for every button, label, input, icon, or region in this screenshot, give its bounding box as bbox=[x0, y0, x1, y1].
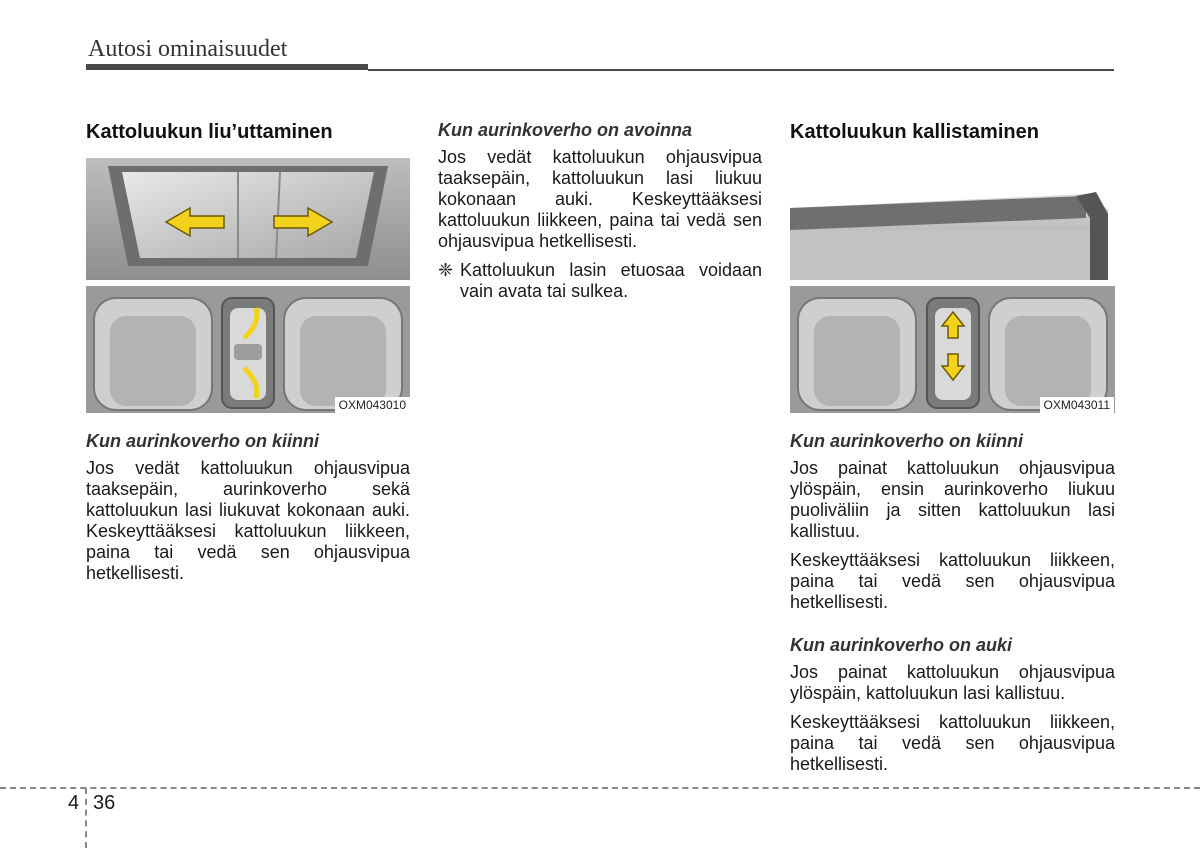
figure-tilting-sunroof bbox=[790, 158, 1114, 413]
section-number: 4 bbox=[68, 792, 80, 814]
sunroof-slide-illustration bbox=[86, 158, 410, 413]
page-number: 36 bbox=[93, 792, 116, 814]
figure-code: OXM043010 bbox=[335, 397, 410, 413]
footer-divider bbox=[85, 788, 87, 848]
body-paragraph: Keskeyttääksesi kattoluukun liikkeen, paina tai vedä sen ohjausvipua hetkellisesti. bbox=[790, 550, 1115, 612]
subheading-shade-open: Kun aurinkoverho on avoinna bbox=[438, 120, 693, 140]
footer-rule bbox=[0, 787, 1200, 789]
subheading-shade-closed: Kun aurinkoverho on kiinni bbox=[86, 431, 320, 451]
figure-code: OXM043011 bbox=[1040, 397, 1115, 413]
note-text: Kattoluukun lasin etuosaa voidaan vain avata tai sulkea. bbox=[460, 260, 762, 301]
body-paragraph: Keskeyttääksesi kattoluukun liikkeen, paina tai vedä sen ohjausvipua hetkellisesti. bbox=[790, 712, 1115, 774]
header-rule-thick bbox=[86, 64, 368, 70]
body-paragraph: Jos painat kattoluukun ohjausvipua ylöspäin, kattoluukun lasi kallistuu. bbox=[790, 662, 1115, 703]
subheading-shade-closed: Kun aurinkoverho on kiinni bbox=[790, 431, 1024, 451]
header-rule-thin bbox=[368, 69, 1114, 71]
body-paragraph: Jos vedät kattoluukun ohjausvipua taaksepäin, aurinkoverho sekä kattoluukun lasi liukuvat kokonaan auki. Keskeyttääksesi kattoluukun liikkeen, paina tai vedä sen ohjausvipua hetkellisesti. bbox=[86, 458, 410, 583]
sunroof-tilt-illustration bbox=[790, 158, 1115, 413]
column-left bbox=[86, 116, 410, 592]
body-paragraph: Jos painat kattoluukun ohjausvipua ylöspäin, ensin aurinkoverho liukuu puoliväliin ja sitten kattoluukun lasi kallistuu. bbox=[790, 458, 1115, 541]
column-right bbox=[790, 116, 1115, 783]
note bbox=[438, 260, 762, 302]
subheading-shade-open: Kun aurinkoverho on auki bbox=[790, 635, 1013, 655]
section-heading-sliding: Kattoluukun liu’uttaminen bbox=[86, 121, 333, 143]
note-symbol-icon: ❈ bbox=[438, 260, 454, 280]
body-paragraph: Jos vedät kattoluukun ohjausvipua taaksepäin, kattoluukun lasi liukuu kokonaan auki. Keskeyttääksesi kattoluukun liikkeen, paina tai vedä sen ohjausvipua hetkellisesti. bbox=[438, 147, 762, 251]
running-header: Autosi ominaisuudet bbox=[88, 36, 288, 62]
section-heading-tilting: Kattoluukun kallistaminen bbox=[790, 121, 1039, 143]
figure-sliding-sunroof bbox=[86, 158, 410, 413]
column-middle bbox=[438, 120, 762, 310]
